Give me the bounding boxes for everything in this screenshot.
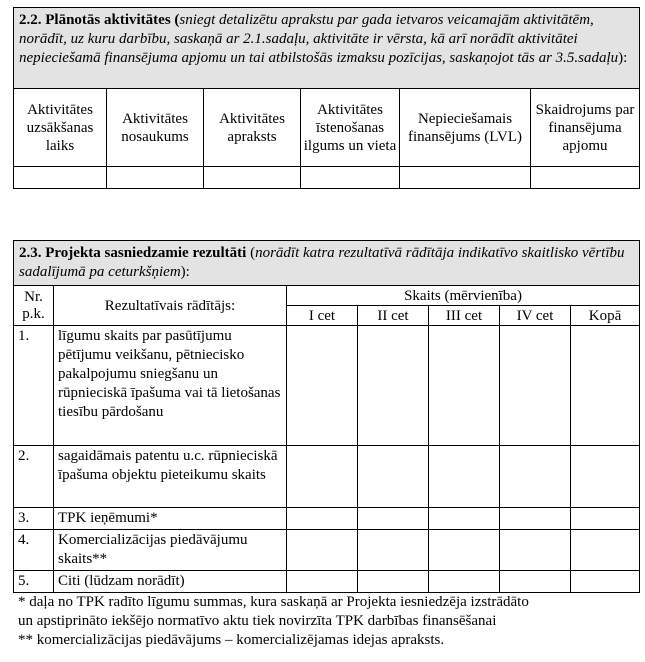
empty-cell[interactable]	[204, 167, 301, 189]
project-results-table	[13, 240, 640, 593]
col-header-explanation: Skaidrojums par finansējuma apjomu	[531, 89, 640, 167]
table-row	[14, 508, 640, 530]
col-header-funding: Nepieciešamais finansējums (LVL)	[400, 89, 531, 167]
planned-activities-table	[13, 7, 640, 189]
table-row	[14, 446, 640, 508]
section-2-3-title: 2.3. Projekta sasniedzamie rezultāti	[19, 245, 247, 261]
value-cell[interactable]	[287, 326, 358, 446]
empty-cell[interactable]	[531, 167, 640, 189]
col-header-q4: IV cet	[500, 306, 571, 326]
row-indicator: līgumu skaits par pasūtījumu pētījumu veikšanu, pētniecisko pakalpojumu sniegšanu un rūpnieciskā īpašuma vai tā lietošanas tiesību pārdošanu	[54, 326, 287, 446]
col-header-count: Skaits (mērvienība)	[287, 286, 640, 306]
value-cell[interactable]	[500, 446, 571, 508]
value-cell[interactable]	[358, 571, 429, 593]
row-nr: 4.	[14, 530, 54, 571]
row-nr: 3.	[14, 508, 54, 530]
value-cell[interactable]	[429, 508, 500, 530]
value-cell[interactable]	[358, 446, 429, 508]
value-cell[interactable]	[429, 446, 500, 508]
table-row	[14, 530, 640, 571]
row-indicator: Citi (lūdzam norādīt)	[54, 571, 287, 593]
row-indicator: sagaidāmais patentu u.c. rūpnieciskā īpašuma objektu pieteikumu skaits	[54, 446, 287, 508]
row-nr: 2.	[14, 446, 54, 508]
footnote-1-line-1: * daļa no TPK radīto līgumu summas, kura saskaņā ar Projekta iesniedzēja izstrādāto	[18, 594, 529, 610]
col-header-duration: Aktivitātes īstenošanas ilgums un vieta	[301, 89, 400, 167]
value-cell[interactable]	[500, 530, 571, 571]
section-2-2-instruction: sniegt detalizētu aprakstu par gada ietvaros veicamajām aktivitātēm, norādīt, uz kuru darbību, saskaņā ar 2.1.sadaļu, aktivitāte ir vērsta, kā arī norādīt aktivitātei nepieciešamā finansējuma apjomu un tai atbilstošās izmaksu pozīcijas, saskaņojot tās ar 3.5.sadaļu	[19, 12, 619, 66]
empty-activity-row	[14, 167, 640, 189]
row-nr: 5.	[14, 571, 54, 593]
section-2-2-title: 2.2. Plānotās aktivitātes	[19, 12, 171, 28]
row-indicator: Komercializācijas piedāvājumu skaits**	[54, 530, 287, 571]
footnote-1-line-2: un apstiprināto iekšējo normatīvo aktu tiek novirzīta TPK darbības finansēšanai	[18, 613, 497, 629]
empty-cell[interactable]	[107, 167, 204, 189]
col-header-start-time: Aktivitātes uzsākšanas laiks	[14, 89, 107, 167]
value-cell[interactable]	[571, 326, 640, 446]
empty-cell[interactable]	[301, 167, 400, 189]
value-cell[interactable]	[571, 571, 640, 593]
table-row	[14, 326, 640, 446]
section-2-2-header: 2.2. Plānotās aktivitātes (sniegt detalizētu aprakstu par gada ietvaros veicamajām aktivitātēm, norādīt, uz kuru darbību, saskaņā ar 2.1.sadaļu, aktivitāte ir vērsta, kā arī norādīt aktivitātei nepieciešamā finansējuma apjomu un tai atbilstošās izmaksu pozīcijas, saskaņojot tās ar 3.5.sadaļu):	[14, 8, 640, 89]
value-cell[interactable]	[500, 508, 571, 530]
col-header-total: Kopā	[571, 306, 640, 326]
footnote-2: ** komercializācijas piedāvājums – komercializējamas idejas apraksts.	[18, 632, 445, 648]
value-cell[interactable]	[571, 508, 640, 530]
col-header-q3: III cet	[429, 306, 500, 326]
value-cell[interactable]	[358, 508, 429, 530]
col-header-indicator: Rezultatīvais rādītājs:	[54, 286, 287, 326]
value-cell[interactable]	[571, 530, 640, 571]
value-cell[interactable]	[429, 326, 500, 446]
value-cell[interactable]	[358, 530, 429, 571]
empty-cell[interactable]	[14, 167, 107, 189]
row-nr: 1.	[14, 326, 54, 446]
value-cell[interactable]	[287, 571, 358, 593]
value-cell[interactable]	[287, 508, 358, 530]
section-2-3-instruction: norādīt katra rezultatīvā rādītāja indikatīvo skaitlisko vērtību sadalījumā pa ceturkšņiem	[19, 245, 625, 280]
value-cell[interactable]	[500, 571, 571, 593]
value-cell[interactable]	[571, 446, 640, 508]
col-header-name: Aktivitātes nosaukums	[107, 89, 204, 167]
col-header-q2: II cet	[358, 306, 429, 326]
table-row	[14, 571, 640, 593]
row-indicator: TPK ieņēmumi*	[54, 508, 287, 530]
value-cell[interactable]	[429, 571, 500, 593]
col-header-q1: I cet	[287, 306, 358, 326]
value-cell[interactable]	[287, 530, 358, 571]
col-header-description: Aktivitātes apraksts	[204, 89, 301, 167]
value-cell[interactable]	[358, 326, 429, 446]
value-cell[interactable]	[500, 326, 571, 446]
col-header-nr: Nr. p.k.	[14, 286, 54, 326]
empty-cell[interactable]	[400, 167, 531, 189]
section-2-3-header: 2.3. Projekta sasniedzamie rezultāti (norādīt katra rezultatīvā rādītāja indikatīvo skaitlisko vērtību sadalījumā pa ceturkšņiem):	[14, 241, 640, 286]
value-cell[interactable]	[429, 530, 500, 571]
value-cell[interactable]	[287, 446, 358, 508]
